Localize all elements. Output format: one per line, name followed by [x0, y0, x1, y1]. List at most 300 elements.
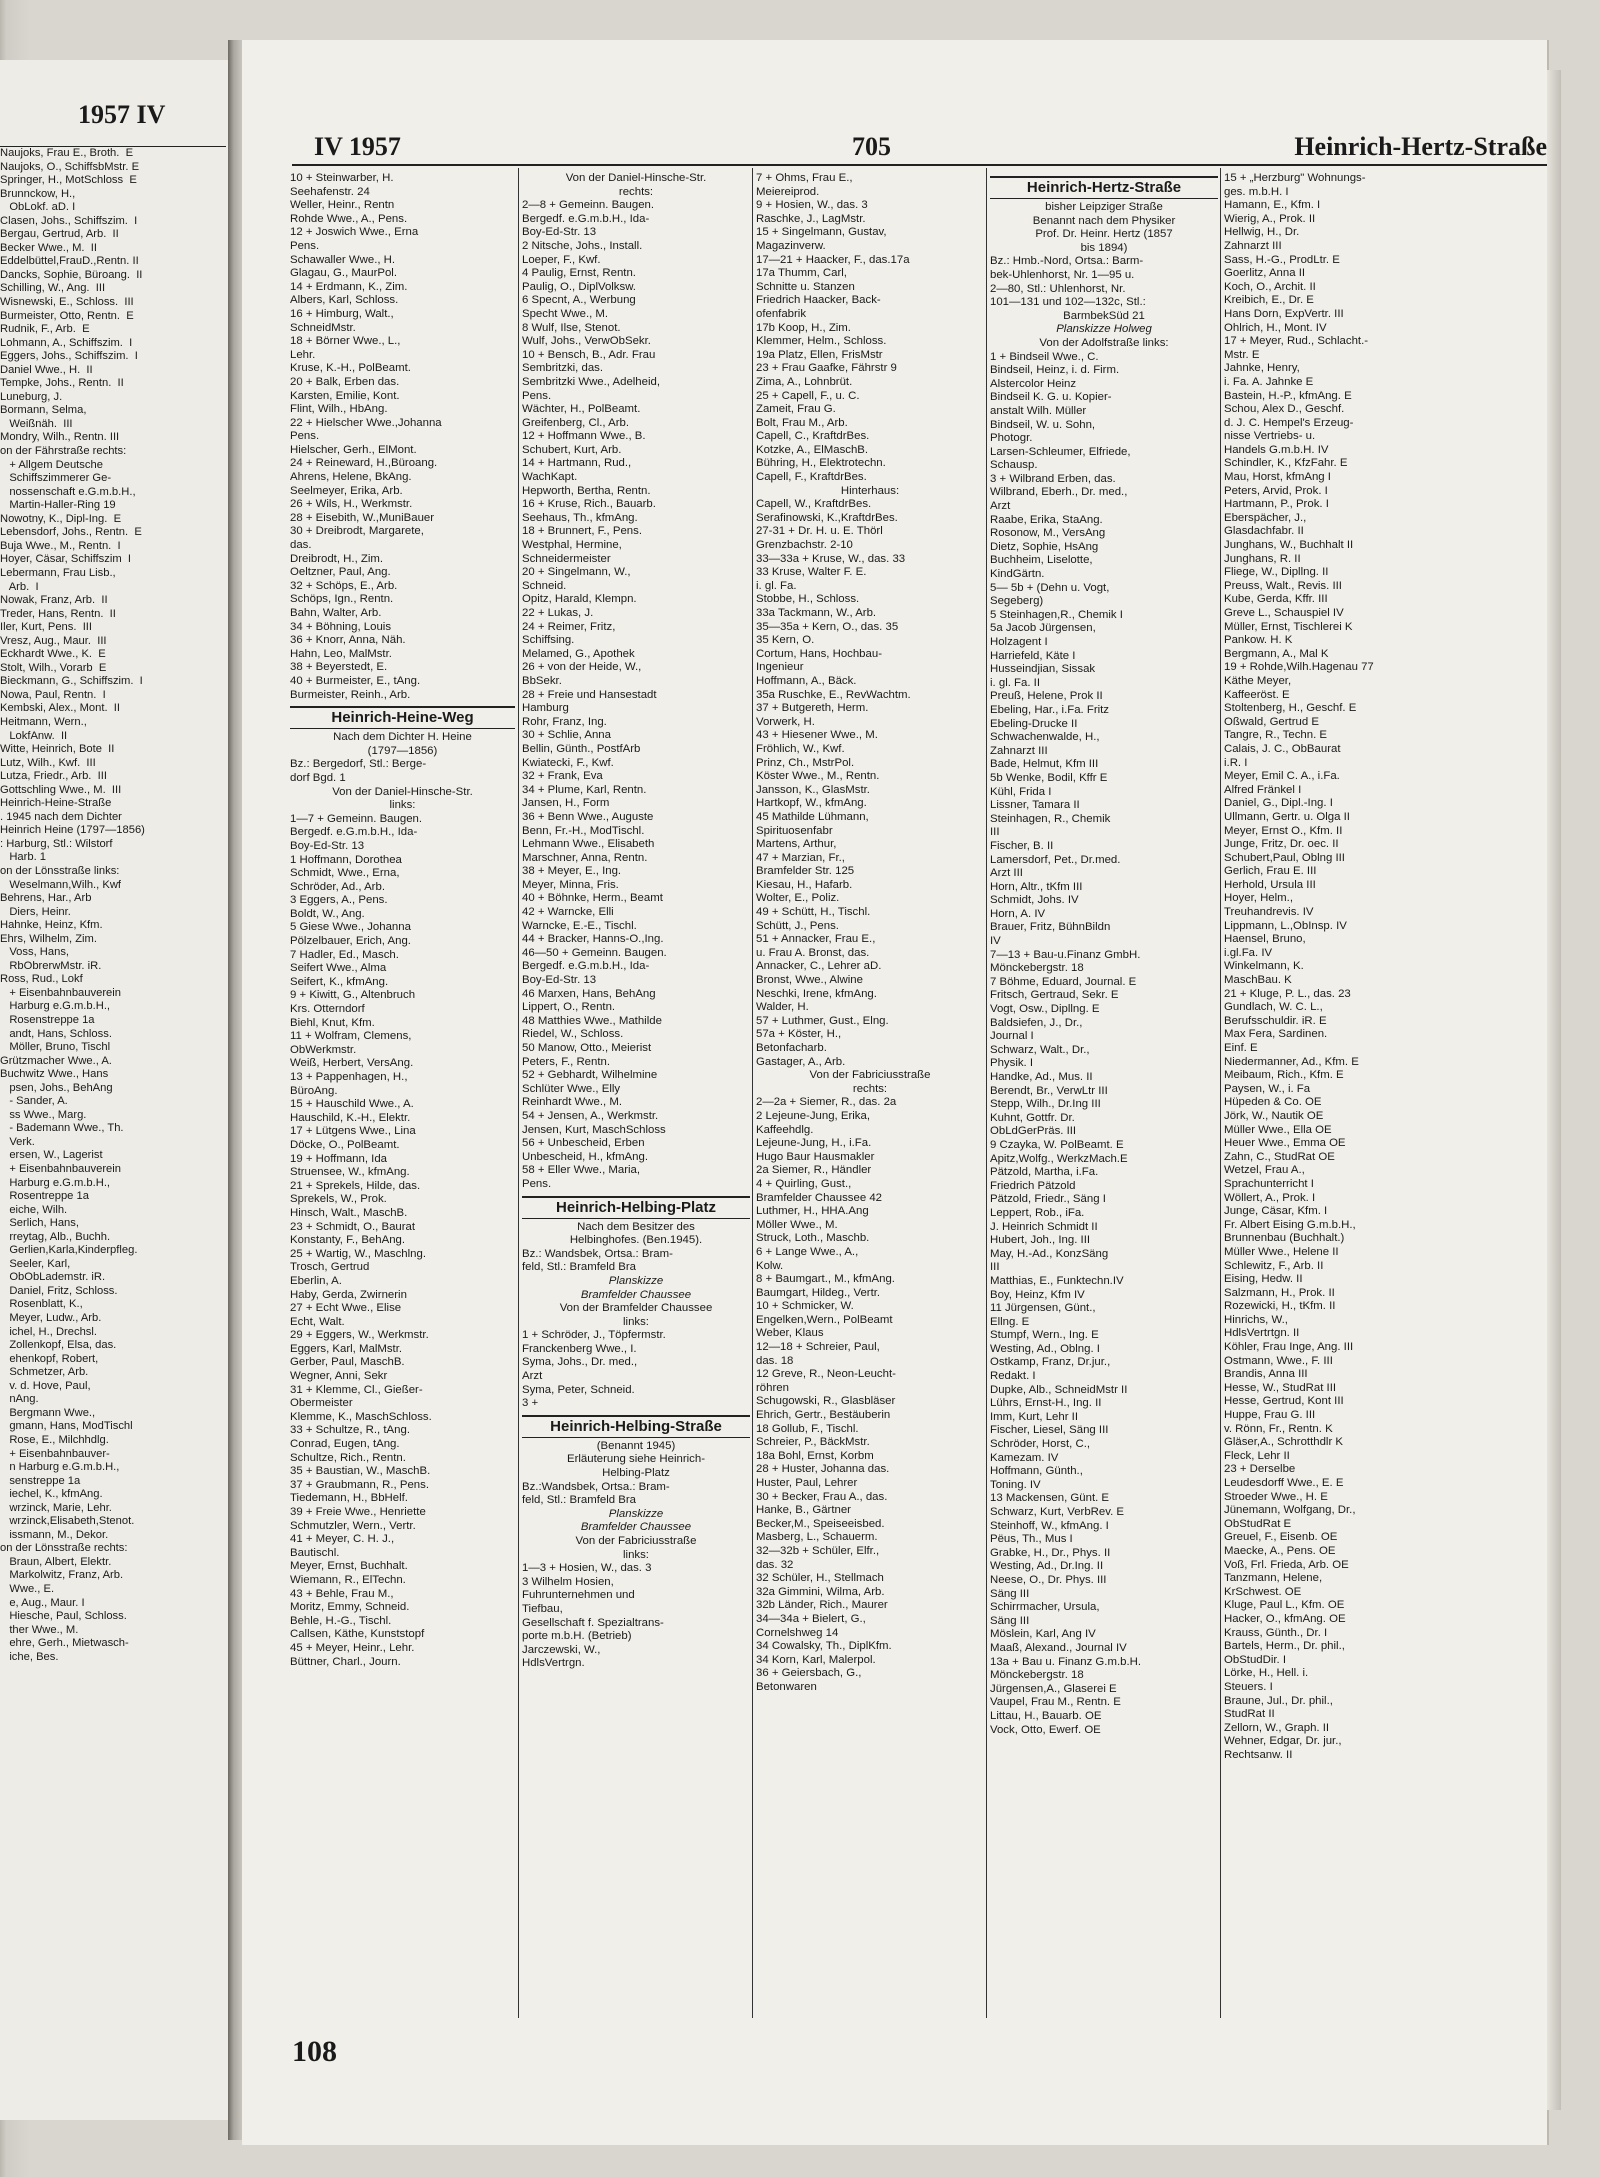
left-page-line: Buchwitz Wwe., Hans	[0, 1068, 109, 1081]
directory-entry: Ebeling-Drucke II	[990, 717, 1078, 730]
left-page-column	[0, 146, 226, 1664]
directory-entry: Kluge, Paul L., Kfm. OE	[1224, 1599, 1345, 1612]
directory-entry: 17 + Meyer, Rud., Schlacht.-	[1224, 335, 1369, 348]
left-page-line: v. d. Hove, Paul,	[0, 1379, 91, 1392]
directory-entry: Steinhagen, R., Chemik	[990, 812, 1111, 825]
directory-entry: Albers, Karl, Schloss.	[290, 294, 399, 307]
directory-entry: Rohr, Franz, Ing.	[522, 715, 607, 728]
directory-entry: 1—7 + Gemeinn. Baugen.	[290, 812, 423, 825]
directory-entry: HdlsVertrgn.	[522, 1657, 585, 1670]
directory-entry: Vock, Otto, Ewerf. OE	[990, 1723, 1101, 1736]
directory-entry: dorf Bgd. 1	[290, 771, 346, 784]
directory-entry: May, H.-Ad., KonzSäng	[990, 1247, 1109, 1260]
directory-entry: 21 + Sprekels, Hilde, das.	[290, 1179, 421, 1192]
directory-column-3	[756, 172, 984, 2002]
section-note: Von der Adolfstraße links:	[1039, 336, 1169, 349]
directory-entry: Maecke, A., Pens. OE	[1224, 1544, 1336, 1557]
directory-entry: Mau, Horst, kfmAng I	[1224, 471, 1331, 484]
directory-entry: Hugo Baur Hausmakler	[756, 1150, 875, 1163]
directory-entry: Weber, Klaus	[756, 1327, 824, 1340]
left-page-line: Luneburg, J.	[0, 390, 63, 403]
directory-entry: Schou, Alex D., Geschf.	[1224, 403, 1345, 416]
directory-entry: 15 + „Herzburg" Wohnungs-	[1224, 172, 1366, 184]
directory-entry: Berendt, Br., VerwLtr III	[990, 1084, 1108, 1097]
directory-entry: 37 + Butgereth, Herm.	[756, 702, 869, 715]
directory-entry: Friedrich Pätzold	[990, 1179, 1076, 1192]
directory-entry: Hanke, B., Gärtner	[756, 1504, 851, 1517]
directory-entry: 23 + Frau Gaafke, Fährstr 9	[756, 362, 897, 375]
directory-entry: Tanzmann, Helene,	[1224, 1572, 1323, 1585]
directory-entry: 51 + Annacker, Frau E.,	[756, 933, 876, 946]
left-page-line: Gerlien,Karla,Kinderpfleg.	[0, 1244, 138, 1257]
directory-entry: 24 + Reineward, H.,Büroang.	[290, 457, 438, 470]
directory-entry: Fischer, B. II	[990, 839, 1054, 852]
directory-entry: Burmeister, Reinh., Arb.	[290, 688, 411, 701]
left-page-line: . 1945 nach dem Dichter	[0, 810, 122, 823]
left-page-line: Lutza, Friedr., Arb. III	[0, 770, 107, 783]
directory-entry: Handke, Ad., Mus. II	[990, 1071, 1093, 1083]
directory-entry: Goerlitz, Anna II	[1224, 267, 1306, 280]
directory-entry: Klemmer, Helm., Schloss.	[756, 335, 887, 348]
left-page-line: Grützmacher Wwe., A.	[0, 1054, 112, 1067]
directory-entry: Schlewitz, F., Arb. II	[1224, 1259, 1324, 1272]
directory-entry: Tiefbau,	[522, 1602, 563, 1615]
directory-entry: Bautischl.	[290, 1546, 340, 1559]
directory-entry: Zima, A., Lohnbrüt.	[756, 375, 853, 388]
directory-entry: Raabe, Erika, StaAng.	[990, 513, 1103, 526]
directory-entry: Engelken,Wern., PolBeamt	[756, 1313, 893, 1326]
directory-entry: Sembritzki Wwe., Adelheid,	[522, 375, 661, 388]
section-note: Erläuterung siehe Heinrich-	[566, 1453, 706, 1466]
directory-entry: Toning. IV	[990, 1478, 1041, 1491]
directory-entry: Glagau, G., MaurPol.	[290, 267, 397, 280]
directory-entry: 7 Böhme, Eduard, Journal. E	[990, 975, 1137, 988]
left-page-line: Rosenstreppe 1a	[0, 1014, 95, 1026]
directory-entry: Bade, Helmut, Kfm III	[990, 758, 1099, 771]
directory-entry: Preuß, Helene, Prok II	[990, 690, 1103, 703]
directory-entry: 29 + Eggers, W., Werkmstr.	[290, 1329, 429, 1342]
directory-entry: Meibaum, Rich., Kfm. E	[1224, 1069, 1344, 1082]
directory-entry: 58 + Eller Wwe., Maria,	[522, 1164, 641, 1177]
directory-entry: Bergmann, A., Mal K	[1224, 647, 1329, 660]
directory-entry: Zellorn, W., Graph. II	[1224, 1721, 1330, 1734]
directory-entry: Bramfelder Chaussee 42	[756, 1191, 882, 1204]
left-page-line: senstreppe 1a	[0, 1474, 81, 1487]
directory-entry: Horn, A. IV	[990, 907, 1046, 920]
section-note: BarmbekSüd 21	[1063, 309, 1145, 322]
directory-entry: Büttner, Charl., Journ.	[290, 1655, 401, 1668]
directory-entry: Kühl, Frida I	[990, 785, 1052, 798]
directory-entry: Bz.: Hmb.-Nord, Ortsa.: Barm-	[990, 255, 1144, 268]
directory-entry: Capell, F., KraftdrBes.	[756, 471, 867, 484]
directory-entry: Hesse, Gertrud, Kont III	[1224, 1395, 1344, 1408]
directory-entry: Lührs, Ernst-H., Ing. II	[990, 1397, 1102, 1410]
directory-entry: 20 + Balk, Erben das.	[290, 375, 400, 388]
directory-entry: Weiß, Herbert, VersAng.	[290, 1057, 414, 1070]
column-divider	[986, 168, 987, 2018]
left-page-line: Serlich, Hans,	[0, 1217, 79, 1230]
directory-entry: 36 + Benn Wwe., Auguste	[522, 810, 654, 823]
section-note: Nach dem Dichter H. Heine	[333, 731, 472, 744]
left-page-line: Naujoks, Frau E., Broth. E	[0, 147, 134, 159]
directory-entry: 12 + Hoffmann Wwe., B.	[522, 430, 646, 443]
directory-entry: Boy-Ed-Str. 13	[290, 839, 365, 852]
directory-entry: Schultze, Rich., Rentn.	[290, 1451, 406, 1464]
directory-entry: 45 Mathilde Lühmann,	[756, 810, 869, 823]
left-page-line: Buja Wwe., M., Rentn. I	[0, 539, 121, 552]
directory-entry: Rozewicki, H., tKfm. II	[1224, 1300, 1336, 1313]
directory-entry: 13 Mackensen, Günt. E	[990, 1492, 1110, 1505]
left-page-line: andt, Hans, Schloss.	[0, 1027, 112, 1040]
left-page-line: n Harburg e.G.m.b.H.,	[0, 1461, 120, 1474]
directory-entry: Schmutzler, Wern., Vertr.	[290, 1519, 416, 1532]
street-heading: Heinrich-Helbing-Platz	[522, 1196, 750, 1219]
directory-entry: Schreier, P., BäckMstr.	[756, 1436, 870, 1449]
left-page-line: Clasen, Johs., Schiffszim. I	[0, 214, 138, 227]
directory-entry: Junghans, W., Buchhalt II	[1224, 539, 1354, 552]
left-page-line: Burmeister, Otto, Rentn. E	[0, 309, 134, 322]
directory-entry: Kube, Gerda, Kffr. III	[1224, 593, 1328, 606]
left-page-line: Tempke, Johs., Rentn. II	[0, 377, 124, 390]
directory-entry: Fleck, Lehr II	[1224, 1449, 1290, 1462]
directory-entry: Alstercolor Heinz	[990, 377, 1077, 390]
directory-entry: Ostkamp, Franz, Dr.jur.,	[990, 1356, 1111, 1369]
directory-entry: 56 + Unbescheid, Erben	[522, 1137, 645, 1150]
left-page-line: Kembski, Alex., Mont. II	[0, 702, 120, 715]
directory-entry: Kuhnt, Gottfr. Dr.	[990, 1111, 1075, 1124]
directory-entry: 4 Paulig, Ernst, Rentn.	[522, 267, 636, 280]
left-page-line: Behrens, Har., Arb	[0, 892, 92, 905]
directory-entry: Schneidermeister	[522, 552, 611, 565]
left-page-line: issmann, M., Dekor.	[0, 1528, 109, 1541]
left-page-line: ss Wwe., Marg.	[0, 1108, 87, 1121]
directory-entry: Glasdachfabr. II	[1224, 525, 1304, 538]
directory-entry: Harriefeld, Käte I	[990, 649, 1076, 662]
left-page-line: Bormann, Selma,	[0, 404, 87, 417]
directory-entry: Schnitte u. Stanzen	[756, 280, 855, 293]
section-note: (Benannt 1945)	[596, 1439, 676, 1452]
left-page-line: Treder, Hans, Rentn. II	[0, 607, 116, 620]
directory-entry: 28 + Huster, Johanna das.	[756, 1463, 890, 1476]
directory-entry: Hoffmann, Günth.,	[990, 1465, 1083, 1478]
directory-entry: Pätzold, Martha, i.Fa.	[990, 1166, 1099, 1179]
directory-entry: Imm, Kurt, Lehr II	[990, 1410, 1078, 1423]
directory-entry: Hubert, Joh., Ing. III	[990, 1234, 1091, 1247]
directory-entry: Dreibrodt, H., Zim.	[290, 552, 384, 565]
directory-entry: Vaupel, Frau M., Rentn. E	[990, 1696, 1121, 1709]
directory-entry: Schmidt, Wwe., Erna,	[290, 867, 400, 880]
directory-entry: Hepworth, Bertha, Rentn.	[522, 484, 651, 497]
left-page-line: ichel, H., Drechsl.	[0, 1325, 97, 1338]
directory-entry: Meyer, Ernst O., Kfm. II	[1224, 824, 1343, 837]
directory-entry: 9 + Hosien, W., das. 3	[756, 199, 868, 212]
left-page-line: Hoyer, Cäsar, Schiffszim I	[0, 553, 131, 566]
directory-entry: Bartels, Herm., Dr. phil.,	[1224, 1640, 1345, 1653]
left-page-line: Lebensdorf, Johs., Rentn. E	[0, 526, 142, 539]
directory-entry: Fliege, W., Dipllng. II	[1224, 566, 1329, 579]
directory-entry: Bz.: Bergedorf, Stl.: Berge-	[290, 758, 427, 771]
directory-entry: Kolw.	[756, 1259, 784, 1272]
directory-entry: 1 + Schröder, J., Töpfermstr.	[522, 1329, 666, 1342]
directory-entry: Niedermanner, Ad., Kfm. E	[1224, 1055, 1359, 1068]
directory-entry: Müller Wwe., Helene II	[1224, 1245, 1339, 1258]
directory-entry: 30 + Schlie, Anna	[522, 729, 611, 742]
directory-entry: 36 + Knorr, Anna, Näh.	[290, 634, 406, 647]
directory-entry: 43 + Behle, Frau M.,	[290, 1587, 394, 1600]
section-note: Von der Fabriciusstraße	[809, 1069, 931, 1082]
directory-entry: Meyer, Emil C. A., i.Fa.	[1224, 770, 1340, 783]
directory-entry: 25 + Capell, F., u. C.	[756, 389, 860, 402]
left-page-line: psen, Johs., BehAng	[0, 1081, 113, 1094]
directory-entry: Herhold, Ursula III	[1224, 878, 1316, 891]
directory-entry: 35—35a + Kern, O., das. 35	[756, 620, 899, 633]
directory-entry: 39 + Freie Wwe., Henriette	[290, 1506, 426, 1518]
directory-entry: Hielscher, Gerh., ElMont.	[290, 443, 417, 456]
left-page-line: RbObrerwMstr. iR.	[0, 959, 102, 972]
directory-entry: Jahnke, Henry,	[1224, 362, 1300, 375]
directory-entry: WachKapt.	[522, 471, 578, 484]
directory-entry: 57a + Köster, H.,	[756, 1028, 842, 1041]
left-page-line: Rosentreppe 1a	[0, 1190, 89, 1203]
directory-entry: Leudesdorff Wwe., E. E	[1224, 1477, 1344, 1489]
left-page-line: Verk.	[0, 1135, 35, 1148]
directory-entry: Fischer, Liesel, Säng III	[990, 1424, 1109, 1437]
directory-entry: Möslein, Karl, Ang IV	[990, 1628, 1096, 1641]
directory-entry: Hamburg	[522, 702, 569, 715]
directory-entry: 30 + Dreibrodt, Margarete,	[290, 525, 424, 538]
directory-entry: Greifenberg, Cl., Arb.	[522, 416, 629, 429]
left-page-line: ObLokf. aD. I	[0, 201, 76, 214]
directory-entry: StudRat II	[1224, 1708, 1275, 1721]
directory-entry: KrSchwest. OE	[1224, 1585, 1302, 1598]
directory-entry: Lehmann Wwe., Elisabeth	[522, 838, 655, 851]
directory-entry: 17—21 + Haacker, F., das.17a	[756, 253, 910, 266]
directory-entry: Lejeune-Jung, H., i.Fa.	[756, 1137, 872, 1150]
directory-entry: Jansson, K., GlasMstr.	[756, 783, 870, 796]
directory-entry: Steinhoff, W., kfmAng. I	[990, 1519, 1109, 1532]
directory-entry: Pankow. H. K	[1224, 634, 1293, 647]
left-page-line: Gottschling Wwe., M. III	[0, 783, 122, 796]
directory-entry: Säng III	[990, 1614, 1030, 1627]
directory-entry: ObLdGerPräs. III	[990, 1125, 1077, 1138]
directory-entry: 46 Marxen, Hans, BehAng	[522, 987, 656, 1000]
directory-entry: 20 + Singelmann, W.,	[522, 566, 631, 579]
directory-entry: 17b Koop, H., Zim.	[756, 321, 851, 334]
directory-entry: Cortum, Hans, Hochbau-	[756, 647, 882, 660]
directory-entry: Jarczewski, W.,	[522, 1643, 601, 1656]
directory-entry: Callsen, Käthe, Kunststopf	[290, 1628, 425, 1641]
directory-entry: Greuel, F., Eisenb. OE	[1224, 1531, 1338, 1544]
left-page-line: Hiesche, Paul, Schloss.	[0, 1610, 127, 1623]
directory-entry: Hüpeden & Co. OE	[1224, 1096, 1322, 1109]
directory-entry: Lissner, Tamara II	[990, 799, 1080, 812]
directory-entry: J. Heinrich Schmidt II	[990, 1220, 1098, 1233]
left-page-line: on der Fährstraße rechts:	[0, 445, 127, 458]
directory-entry: Jünemann, Wolfgang, Dr.,	[1224, 1504, 1356, 1517]
directory-entry: Boy, Heinz, Kfm IV	[990, 1288, 1085, 1301]
map-note: Bramfelder Chaussee	[580, 1288, 692, 1301]
header-rule	[292, 164, 1547, 166]
left-page-line: Weißnäh. III	[0, 417, 73, 430]
directory-entry: 46—50 + Gemeinn. Baugen.	[522, 946, 667, 959]
directory-entry: Wilbrand, Eberh., Dr. med.,	[990, 486, 1128, 499]
directory-entry: Boy-Ed-Str. 13	[522, 226, 597, 239]
directory-entry: Ehrich, Gertr., Bestäuberin	[756, 1409, 891, 1422]
directory-entry: Krauss, Günth., Dr. I	[1224, 1626, 1328, 1639]
directory-entry: 32a Gimmini, Wilma, Arb.	[756, 1585, 885, 1598]
directory-entry: 35 + Baustian, W., MaschB.	[290, 1465, 431, 1478]
directory-entry: 22 + Hielscher Wwe.,Johanna	[290, 416, 442, 429]
directory-entry: Kotzke, A., ElMaschB.	[756, 443, 869, 456]
directory-entry: Bergedf. e.G.m.b.H., Ida-	[522, 212, 650, 225]
directory-entry: Martens, Arthur,	[756, 838, 837, 851]
page-edge	[1547, 70, 1561, 2110]
directory-entry: Bindseil, Heinz, i. d. Firm.	[990, 364, 1120, 377]
directory-entry: Alfred Fränkel I	[1224, 783, 1302, 796]
directory-entry: Wulf, Johs., VerwObSekr.	[522, 335, 651, 348]
left-page-line: nAng.	[0, 1393, 39, 1406]
directory-entry: Arzt	[522, 1370, 543, 1383]
left-page-line: Voss, Hans,	[0, 946, 70, 959]
left-page-line: Eggers, Johs., Schiffszim. I	[0, 350, 138, 363]
left-page-line: Weselmann,Wilh., Kwf	[0, 878, 122, 891]
directory-entry: 34 + Plume, Karl, Rentn.	[522, 783, 647, 796]
directory-entry: 1 Hoffmann, Dorothea	[290, 853, 402, 866]
directory-entry: 1 + Bindseil Wwe., C.	[990, 350, 1099, 363]
directory-entry: Syma, Johs., Dr. med.,	[522, 1356, 638, 1369]
directory-entry: feld, Stl.: Bramfeld Bra	[522, 1494, 636, 1507]
directory-entry: Specht Wwe., M.	[522, 307, 609, 320]
left-page-line: nossenschaft e.G.m.b.H.,	[0, 485, 136, 498]
directory-entry: Fröhlich, W., Kwf.	[756, 742, 845, 755]
directory-entry: Müller Wwe., Ella OE	[1224, 1123, 1332, 1136]
directory-entry: KindGärtn.	[990, 568, 1045, 581]
directory-entry: Schmidt, Johs. IV	[990, 894, 1079, 907]
directory-entry: das.	[290, 539, 312, 552]
directory-entry: nisse Vertriebs- u.	[1224, 430, 1316, 443]
directory-entry: Struck, Loth., Maschb.	[756, 1232, 870, 1245]
left-page-line: Braun, Albert, Elektr.	[0, 1555, 112, 1568]
directory-entry: Käthe Meyer,	[1224, 674, 1292, 687]
directory-entry: 5 Giese Wwe., Johanna	[290, 921, 411, 934]
directory-entry: Walder, H.	[756, 1001, 809, 1014]
directory-entry: Redakt. I	[990, 1370, 1036, 1383]
directory-entry: Baumgart, Hildeg., Vertr.	[756, 1286, 881, 1299]
directory-entry: Eberlin, A.	[290, 1274, 342, 1287]
directory-entry: Echt, Walt.	[290, 1315, 345, 1328]
directory-entry: 8 Wulf, Ilse, Stenot.	[522, 321, 621, 334]
directory-entry: 38 + Meyer, E., Ing.	[522, 865, 622, 878]
left-page-line: Schiffszimmerer Ge-	[0, 472, 112, 485]
directory-entry: Schwarz, Walt., Dr.,	[990, 1043, 1090, 1056]
directory-entry: Schneid.	[522, 579, 567, 592]
directory-entry: Wächter, H., PolBeamt.	[522, 403, 641, 416]
directory-entry: Oßwald, Gertrud E	[1224, 715, 1319, 728]
directory-entry: 8 + Baumgart., M., kfmAng.	[756, 1273, 895, 1286]
directory-entry: Gerlich, Frau E. III	[1224, 865, 1317, 878]
left-page-line: Lebermann, Frau Lisb.,	[0, 566, 116, 579]
directory-entry: Husseindjian, Sissak	[990, 663, 1096, 676]
left-page-line: Eddelbüttel,FrauD.,Rentn. II	[0, 255, 139, 268]
directory-entry: Friedrich Haacker, Back-	[756, 294, 881, 307]
directory-entry: 5b Wenke, Bodil, Kffr E	[990, 771, 1108, 784]
directory-entry: Schöps, Ign., Rentn.	[290, 593, 394, 606]
left-page-line: ersen, W., Lagerist	[0, 1149, 103, 1162]
directory-entry: i. gl. Fa.	[756, 579, 797, 592]
left-page-line: Arb. I	[0, 580, 39, 593]
left-page-line: iechel, K., kfmAng.	[0, 1488, 103, 1501]
directory-entry: 1—3 + Hosien, W., das. 3	[522, 1562, 652, 1575]
directory-entry: Greve L., Schauspiel IV	[1224, 607, 1344, 619]
directory-entry: porte m.b.H. (Betrieb)	[522, 1630, 632, 1643]
directory-entry: 49 + Schütt, H., Tischl.	[756, 906, 871, 919]
directory-entry: Leppert, Rob., iFa.	[990, 1206, 1085, 1219]
left-page-line: Ehrs, Wilhelm, Zim.	[0, 932, 97, 945]
left-page-line: wrzinck,Elisabeth,Stenot.	[0, 1515, 135, 1528]
directory-entry: Zahnarzt III	[990, 744, 1048, 757]
directory-entry: 41 + Meyer, C. H. J.,	[290, 1533, 395, 1546]
directory-entry: 18 + Brunnert, F., Pens.	[522, 525, 642, 538]
directory-entry: 9 Czayka, W. PolBeamt. E	[990, 1138, 1124, 1151]
directory-entry: d. J. C. Hempel's Erzeug-	[1224, 416, 1354, 429]
directory-entry: Betonfacharb.	[756, 1042, 827, 1054]
directory-entry: Segeberg)	[990, 595, 1044, 608]
section-note: Prof. Dr. Heinr. Hertz (1857	[1035, 228, 1173, 241]
section-note: Helbinghofes. (Ben.1945).	[569, 1234, 703, 1247]
directory-entry: Journal I	[990, 1030, 1034, 1043]
directory-entry: Hoffmann, A., Bäck.	[756, 674, 857, 687]
directory-column-2	[522, 172, 750, 2002]
directory-entry: 48 Matthies Wwe., Mathilde	[522, 1014, 662, 1027]
directory-entry: Winkelmann, K.	[1224, 960, 1304, 973]
directory-entry: Schausp.	[990, 459, 1038, 472]
directory-entry: 19 + Rohde,Wilh.Hagenau 77	[1224, 661, 1374, 674]
directory-entry: Arzt III	[990, 867, 1023, 880]
section-note: rechts:	[852, 1082, 888, 1095]
directory-entry: i. gl. Fa. II	[990, 676, 1041, 689]
left-page-line: Rudnik, F., Arb. E	[0, 323, 90, 336]
directory-entry: Grabke, H., Dr., Phys. II	[990, 1546, 1111, 1559]
directory-entry: Eising, Hedw. II	[1224, 1273, 1303, 1286]
left-page-line: + Eisenbahnbauverein	[0, 1163, 121, 1176]
directory-entry: Kiesau, H., Hafarb.	[756, 878, 853, 891]
directory-entry: 5— 5b + (Dehn u. Vogt,	[990, 581, 1110, 594]
directory-entry: Max Fera, Sardinen.	[1224, 1028, 1328, 1041]
directory-entry: 24 + Reimer, Fritz,	[522, 620, 616, 633]
section-note: bisher Leipziger Straße	[1045, 201, 1163, 213]
section-note: (1797—1856)	[367, 744, 438, 757]
directory-entry: Schröder, Horst, C.,	[990, 1438, 1091, 1451]
directory-entry: Gastager, A., Arb.	[756, 1055, 846, 1068]
directory-entry: 35a Ruschke, E., RevWachtm.	[756, 688, 911, 701]
directory-entry: Vorwerk, H.	[756, 715, 815, 728]
map-note: Planskizze	[608, 1507, 664, 1520]
directory-entry: Ebeling, Har., i.Fa. Fritz	[990, 703, 1110, 716]
directory-entry: 27-31 + Dr. H. u. E. Thörl	[756, 525, 883, 538]
directory-entry: Raschke, J., LagMstr.	[756, 212, 866, 225]
left-page-line: Diers, Heinr.	[0, 905, 71, 918]
directory-entry: 7—13 + Bau-u.Finanz GmbH.	[990, 948, 1141, 961]
directory-entry: 13a + Bau u. Finanz G.m.b.H.	[990, 1655, 1142, 1668]
directory-entry: Huppe, Frau G. III	[1224, 1409, 1316, 1422]
left-page-line: - Bademann Wwe., Th.	[0, 1122, 124, 1135]
directory-entry: 22 + Lukas, J.	[522, 607, 594, 619]
directory-entry: 2a Siemer, R., Händler	[756, 1164, 872, 1177]
directory-entry: Photogr.	[990, 432, 1033, 445]
directory-entry: 38 + Beyerstedt, E.	[290, 661, 388, 674]
directory-entry: Hoyer, Helm.,	[1224, 892, 1293, 905]
left-page-header: 1957 IV	[78, 100, 166, 129]
